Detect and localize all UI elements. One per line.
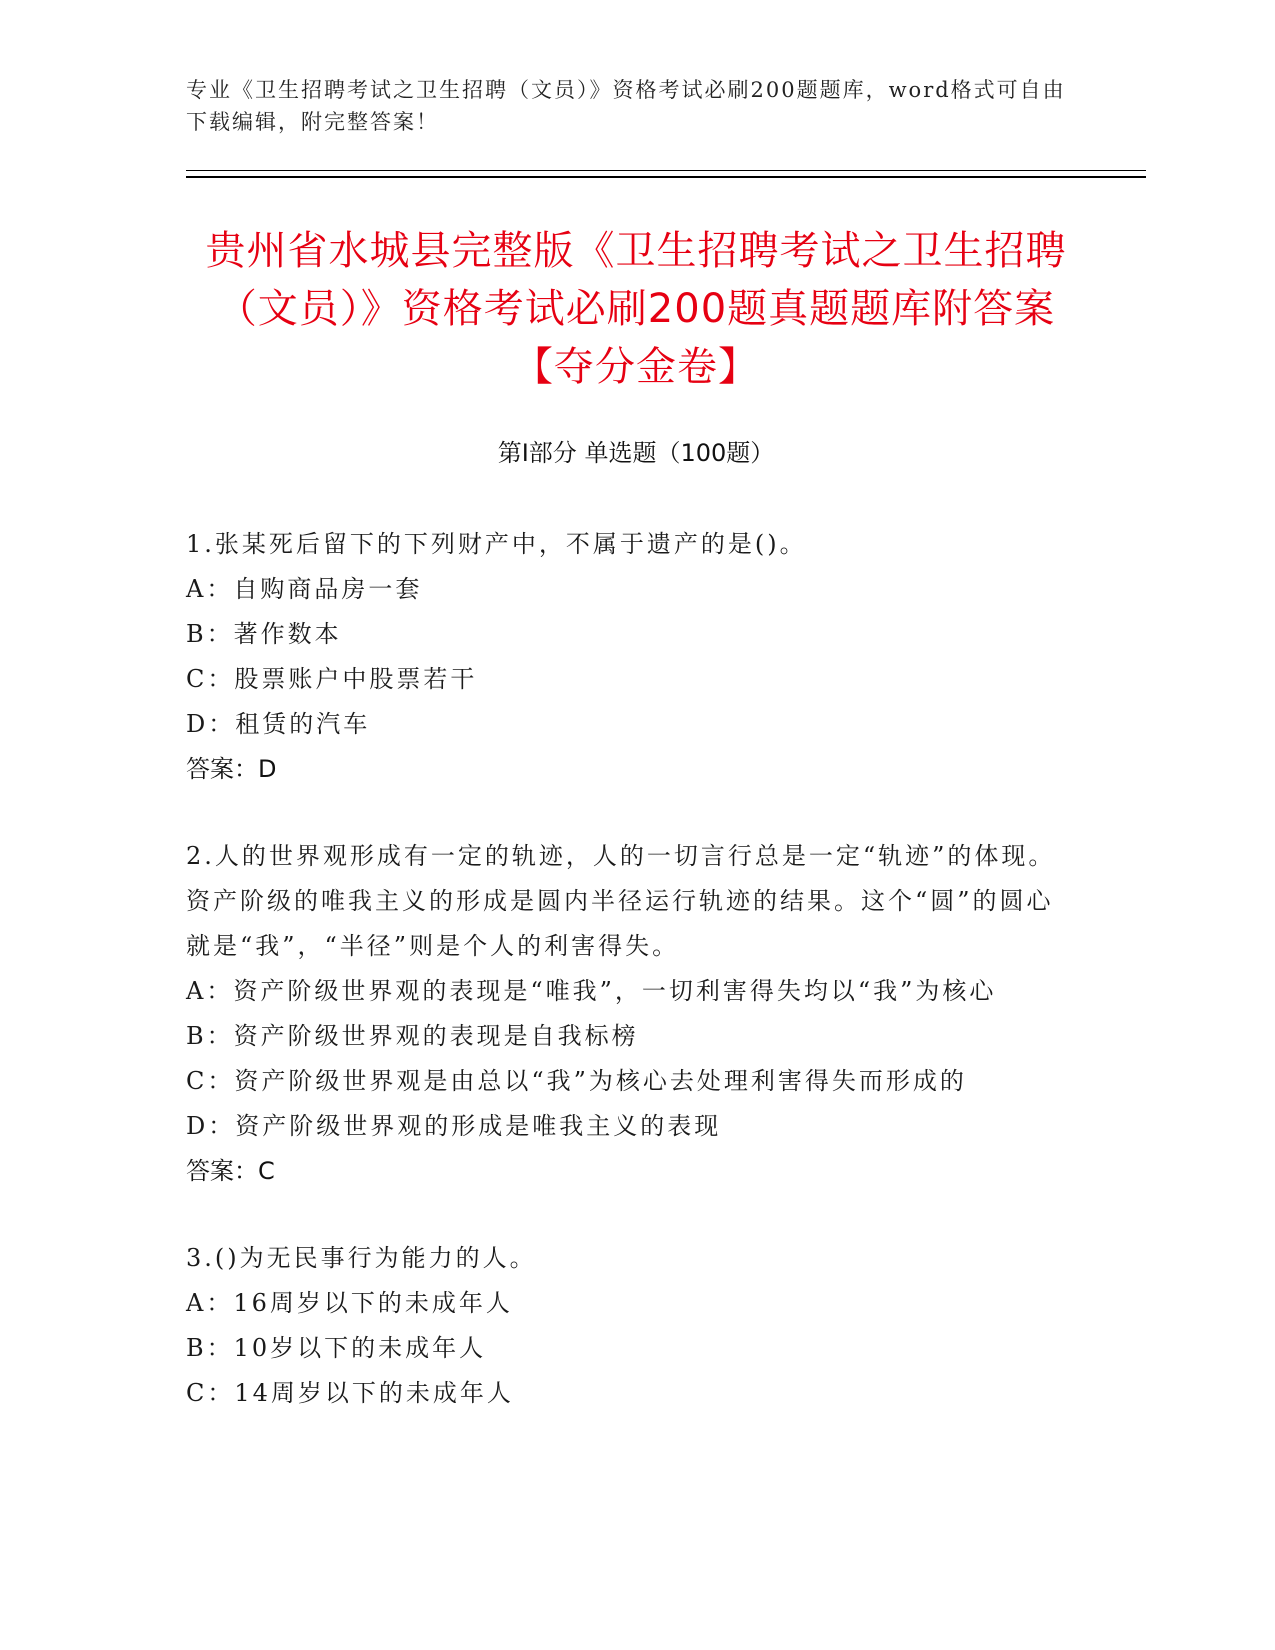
section-title: 第Ⅰ部分 单选题（100题） <box>497 439 775 467</box>
question-1 <box>186 522 1066 792</box>
header-divider-thick <box>186 176 1146 178</box>
question-list <box>186 522 1066 1458</box>
option-c: C：资产阶级世界观是由总以“我”为核心去处理利害得失而形成的 <box>186 1067 967 1095</box>
option-d: D：租赁的汽车 <box>186 710 371 738</box>
document-title: 贵州省水城县完整版《卫生招聘考试之卫生招聘（文员）》资格考试必刷200题真题题库附答案【夺分金卷】 <box>205 228 1067 390</box>
option-b: B：10岁以下的未成年人 <box>186 1334 487 1362</box>
question-2 <box>186 834 1066 1194</box>
answer-line: 答案：C <box>186 1157 275 1185</box>
option-b: B：著作数本 <box>186 620 342 648</box>
option-b: B：资产阶级世界观的表现是自我标榜 <box>186 1022 639 1050</box>
header-divider-thin <box>186 170 1146 171</box>
question-stem: 2.人的世界观形成有一定的轨迹，人的一切言行总是一定“轨迹”的体现。资产阶级的唯我主义的形成是圆内半径运行轨迹的结果。这个“圆”的圆心就是“我”，“半径”则是个人的利害得失。 <box>186 842 1056 960</box>
answer-line: 答案：D <box>186 755 277 783</box>
option-a: A：16周岁以下的未成年人 <box>186 1289 513 1317</box>
question-stem: 3.()为无民事行为能力的人。 <box>186 1244 537 1272</box>
option-c: C：14周岁以下的未成年人 <box>186 1379 514 1407</box>
option-d: D：资产阶级世界观的形成是唯我主义的表现 <box>186 1112 722 1140</box>
question-3 <box>186 1236 1066 1416</box>
option-a: A：自购商品房一套 <box>186 575 423 603</box>
option-c: C：股票账户中股票若干 <box>186 665 478 693</box>
option-a: A：资产阶级世界观的表现是“唯我”，一切利害得失均以“我”为核心 <box>186 977 997 1005</box>
question-stem: 1.张某死后留下的下列财产中，不属于遗产的是()。 <box>186 530 807 558</box>
header-note: 专业《卫生招聘考试之卫生招聘（文员）》资格考试必刷200题题库，word格式可自由下载编辑，附完整答案！ <box>186 78 1066 134</box>
